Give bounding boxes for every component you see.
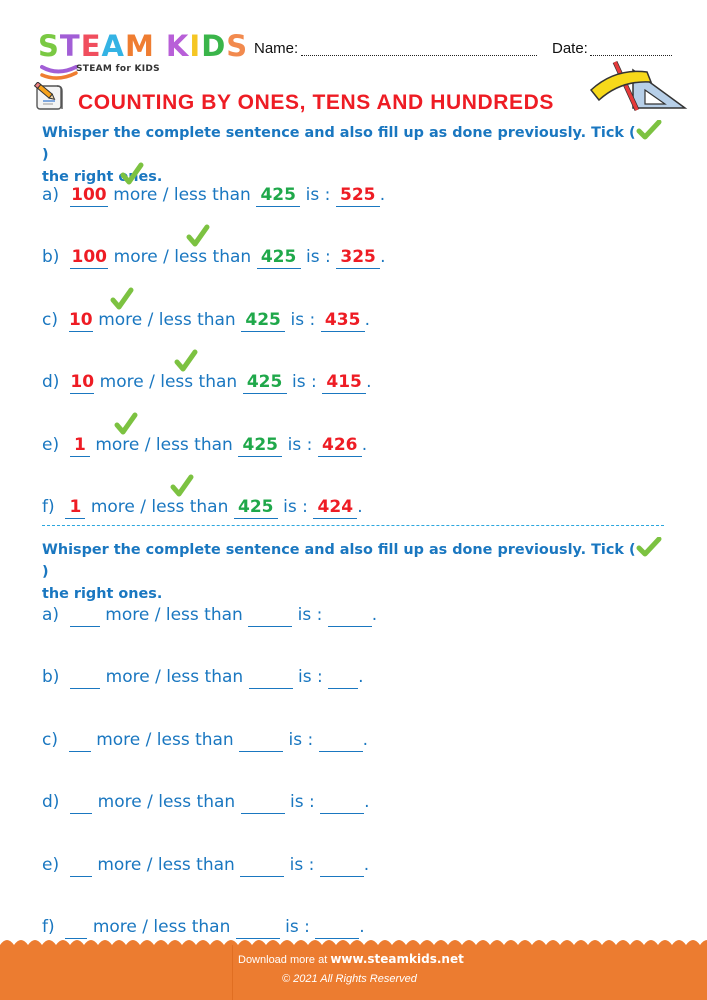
result-blank[interactable] bbox=[315, 916, 359, 939]
period: . bbox=[363, 855, 370, 875]
is-text: is : bbox=[305, 247, 331, 267]
is-text: is : bbox=[305, 185, 331, 205]
is-text: is : bbox=[285, 917, 310, 937]
logo-wordmark bbox=[38, 30, 248, 62]
more-less-text: more / less than bbox=[95, 435, 233, 455]
period: . bbox=[357, 497, 363, 517]
row-letter: d) bbox=[42, 372, 60, 392]
name-field[interactable] bbox=[301, 54, 537, 56]
logo-letter: E bbox=[80, 29, 102, 63]
result-blank[interactable] bbox=[328, 666, 358, 689]
tick-more-icon bbox=[110, 287, 134, 316]
is-text: is : bbox=[289, 855, 315, 875]
amount-blank[interactable] bbox=[70, 604, 100, 627]
period: . bbox=[361, 435, 368, 455]
row-letter: b) bbox=[42, 667, 60, 687]
logo-letter: S bbox=[226, 29, 249, 63]
empty-row bbox=[42, 725, 368, 755]
steam-kids-logo bbox=[38, 29, 249, 80]
row-letter: f) bbox=[42, 497, 55, 517]
answered-row bbox=[42, 305, 370, 335]
is-text: is : bbox=[287, 435, 313, 455]
period: . bbox=[358, 667, 364, 687]
base-number-blank[interactable] bbox=[236, 916, 280, 939]
tick-more-icon bbox=[120, 162, 144, 191]
name-label: Name: bbox=[254, 40, 299, 57]
amount-blank[interactable]: 100 bbox=[71, 185, 107, 205]
row-letter: b) bbox=[42, 247, 60, 267]
row-letter: e) bbox=[42, 855, 60, 875]
base-number-blank[interactable] bbox=[249, 666, 293, 689]
amount-blank[interactable]: 100 bbox=[71, 247, 107, 267]
row-letter: a) bbox=[42, 185, 60, 205]
section-divider bbox=[42, 525, 664, 526]
row-letter: f) bbox=[42, 917, 55, 937]
period: . bbox=[366, 372, 372, 392]
row-letter: e) bbox=[42, 435, 60, 455]
period: . bbox=[371, 605, 378, 625]
more-less-text: more / less than bbox=[99, 372, 238, 392]
logo-letter: M bbox=[124, 29, 155, 63]
period: . bbox=[359, 917, 365, 937]
result-blank[interactable]: 325 bbox=[336, 246, 380, 269]
more-less-text: more / less than bbox=[105, 605, 243, 625]
logo-letter: S bbox=[38, 29, 60, 63]
period: . bbox=[364, 792, 370, 812]
instruction-2-line2: the right ones. bbox=[42, 586, 163, 602]
empty-row bbox=[42, 662, 364, 692]
period: . bbox=[364, 310, 371, 330]
row-letter: a) bbox=[42, 605, 60, 625]
footer-download-text: Download more at bbox=[238, 954, 328, 966]
amount-blank[interactable] bbox=[70, 854, 92, 877]
more-less-text: more / less than bbox=[92, 917, 231, 937]
instruction-2 bbox=[42, 537, 662, 605]
is-text: is : bbox=[297, 605, 323, 625]
more-less-text: more / less than bbox=[97, 792, 236, 812]
result-blank[interactable] bbox=[328, 604, 372, 627]
worksheet-pencil-icon bbox=[33, 82, 67, 112]
more-less-text: more / less than bbox=[90, 497, 229, 517]
footer-url-link[interactable]: www.steamkids.net bbox=[330, 952, 464, 966]
instruction-1-text: Whisper the complete sentence and also fill up as done previously. Tick ( bbox=[42, 125, 636, 141]
footer-copyright: © 2021 All Rights Reserved bbox=[282, 973, 417, 985]
amount-blank[interactable] bbox=[70, 666, 100, 689]
tick-icon bbox=[636, 537, 662, 557]
result-blank[interactable] bbox=[319, 729, 363, 752]
amount-blank[interactable] bbox=[70, 791, 92, 814]
is-text: is : bbox=[290, 310, 316, 330]
is-text: is : bbox=[283, 497, 308, 517]
more-less-text: more / less than bbox=[98, 310, 236, 330]
amount-blank[interactable] bbox=[65, 916, 87, 939]
page-title: COUNTING BY ONES, TENS AND HUNDREDS bbox=[78, 91, 555, 114]
logo-letter: K bbox=[165, 29, 190, 63]
amount-blank[interactable]: 1 bbox=[70, 434, 90, 457]
tick-less-icon bbox=[170, 474, 194, 503]
logo-letter bbox=[155, 29, 166, 63]
is-text: is : bbox=[291, 372, 317, 392]
base-number-blank[interactable]: 425 bbox=[238, 434, 282, 457]
answered-row bbox=[42, 430, 367, 460]
more-less-text: more / less than bbox=[113, 185, 251, 205]
logo-letter: I bbox=[189, 29, 202, 63]
row-letter: c) bbox=[42, 310, 58, 330]
more-less-text: more / less than bbox=[113, 247, 252, 267]
empty-row bbox=[42, 600, 377, 630]
empty-row bbox=[42, 787, 370, 817]
row-letter: c) bbox=[42, 730, 58, 750]
amount-blank[interactable]: 1 bbox=[65, 496, 85, 519]
tick-less-icon bbox=[186, 224, 210, 253]
instruction-1-close: ) bbox=[42, 147, 49, 163]
period: . bbox=[379, 185, 386, 205]
base-number-blank[interactable] bbox=[239, 729, 283, 752]
logo-swoosh-icon bbox=[40, 64, 80, 82]
row-letter: d) bbox=[42, 792, 60, 812]
logo-letter: D bbox=[201, 29, 227, 63]
amount-blank[interactable]: 10 bbox=[68, 310, 93, 330]
date-label: Date: bbox=[552, 40, 588, 57]
more-less-text: more / less than bbox=[96, 730, 234, 750]
result-blank[interactable]: 435 bbox=[321, 309, 365, 332]
result-blank[interactable]: 415 bbox=[322, 371, 366, 394]
more-less-text: more / less than bbox=[105, 667, 244, 687]
footer-download-line bbox=[238, 952, 464, 966]
footer-separator bbox=[232, 945, 233, 1000]
base-number-blank[interactable]: 425 bbox=[241, 309, 285, 332]
base-number-blank[interactable] bbox=[240, 854, 284, 877]
answered-row bbox=[42, 492, 363, 522]
ruler-triangle-icon bbox=[585, 60, 690, 115]
logo-letter: T bbox=[59, 29, 81, 63]
logo-letter: A bbox=[101, 29, 125, 63]
logo-subtitle: STEAM for KIDS bbox=[76, 64, 160, 74]
period: . bbox=[380, 247, 386, 267]
answered-row bbox=[42, 242, 386, 272]
is-text: is : bbox=[297, 667, 323, 687]
answered-row bbox=[42, 367, 372, 397]
date-field[interactable] bbox=[590, 54, 672, 56]
result-blank[interactable]: 525 bbox=[336, 184, 380, 207]
period: . bbox=[362, 730, 369, 750]
more-less-text: more / less than bbox=[97, 855, 235, 875]
is-text: is : bbox=[289, 792, 315, 812]
is-text: is : bbox=[288, 730, 314, 750]
base-number-blank[interactable]: 425 bbox=[234, 496, 278, 519]
result-blank[interactable] bbox=[320, 854, 364, 877]
base-number-blank[interactable]: 425 bbox=[257, 246, 301, 269]
tick-icon bbox=[636, 120, 662, 140]
instruction-2-text: Whisper the complete sentence and also fill up as done previously. Tick ( bbox=[42, 542, 636, 558]
base-number-blank[interactable]: 425 bbox=[243, 371, 287, 394]
instruction-2-close: ) bbox=[42, 564, 49, 580]
result-blank[interactable]: 424 bbox=[313, 496, 357, 519]
amount-blank[interactable]: 10 bbox=[70, 372, 95, 392]
answered-row bbox=[42, 180, 385, 210]
instruction-1-line2: the right ones. bbox=[42, 169, 163, 185]
result-blank[interactable] bbox=[320, 791, 364, 814]
base-number-blank[interactable]: 425 bbox=[256, 184, 300, 207]
base-number-blank[interactable] bbox=[241, 791, 285, 814]
empty-row bbox=[42, 850, 369, 880]
amount-blank[interactable] bbox=[69, 729, 91, 752]
tick-less-icon bbox=[174, 349, 198, 378]
tick-more-icon bbox=[114, 412, 138, 441]
base-number-blank[interactable] bbox=[248, 604, 292, 627]
result-blank[interactable]: 426 bbox=[318, 434, 362, 457]
